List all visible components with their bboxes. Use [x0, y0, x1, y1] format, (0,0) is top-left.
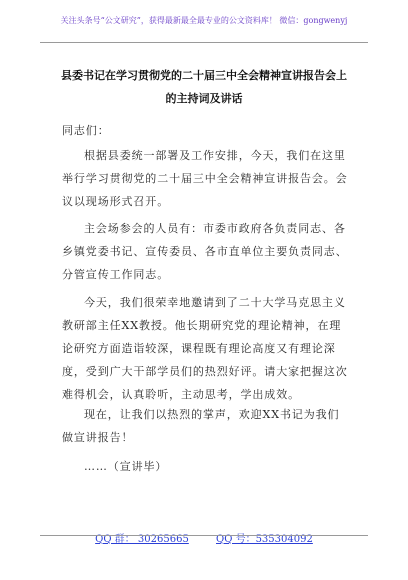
- header-banner: 关注头条号“公文研究”，获得最新最全最专业的公文资料库！ 微信：gongwenyj: [60, 16, 348, 25]
- closing-note: ……（宣讲毕）: [84, 460, 168, 473]
- paragraph-2: 主会场参会的人员有：市委市政府各负责同志、各乡镇党委书记、宣传委员、各市直单位主要负责同志、分管宣传工作同志。: [62, 222, 348, 281]
- qq-number-link[interactable]: QQ 号：535304092: [216, 534, 313, 545]
- document-title: 县委书记在学习贯彻党的二十届三中全会精神宣讲报告会上的主持词及讲话: [61, 69, 347, 105]
- paragraph-4: 现在，让我们以热烈的掌声，欢迎XX书记为我们做宣讲报告！: [62, 408, 340, 444]
- qq-group-link[interactable]: QQ 群： 30265665: [95, 534, 189, 545]
- paragraph-1: 根据县委统一部署及工作安排，今天，我们在这里举行学习贯彻党的二十届三中全会精神宣讲报告会。会议以现场形式召开。: [62, 149, 348, 208]
- header-divider: [40, 42, 368, 43]
- footer-divider: [40, 535, 368, 536]
- paragraph-3: 今天，我们很荣幸地邀请到了二十大学马克思主义教研部主任XX教授。他长期研究党的理论精神，在理论研究方面造诣较深，课程既有理论高度又有理论深度，受到广大干部学员们的热烈好评。请大家把握这次难得机会，认真聆听，主动思考，学出成效。: [62, 296, 348, 401]
- salutation: 同志们：: [62, 124, 110, 137]
